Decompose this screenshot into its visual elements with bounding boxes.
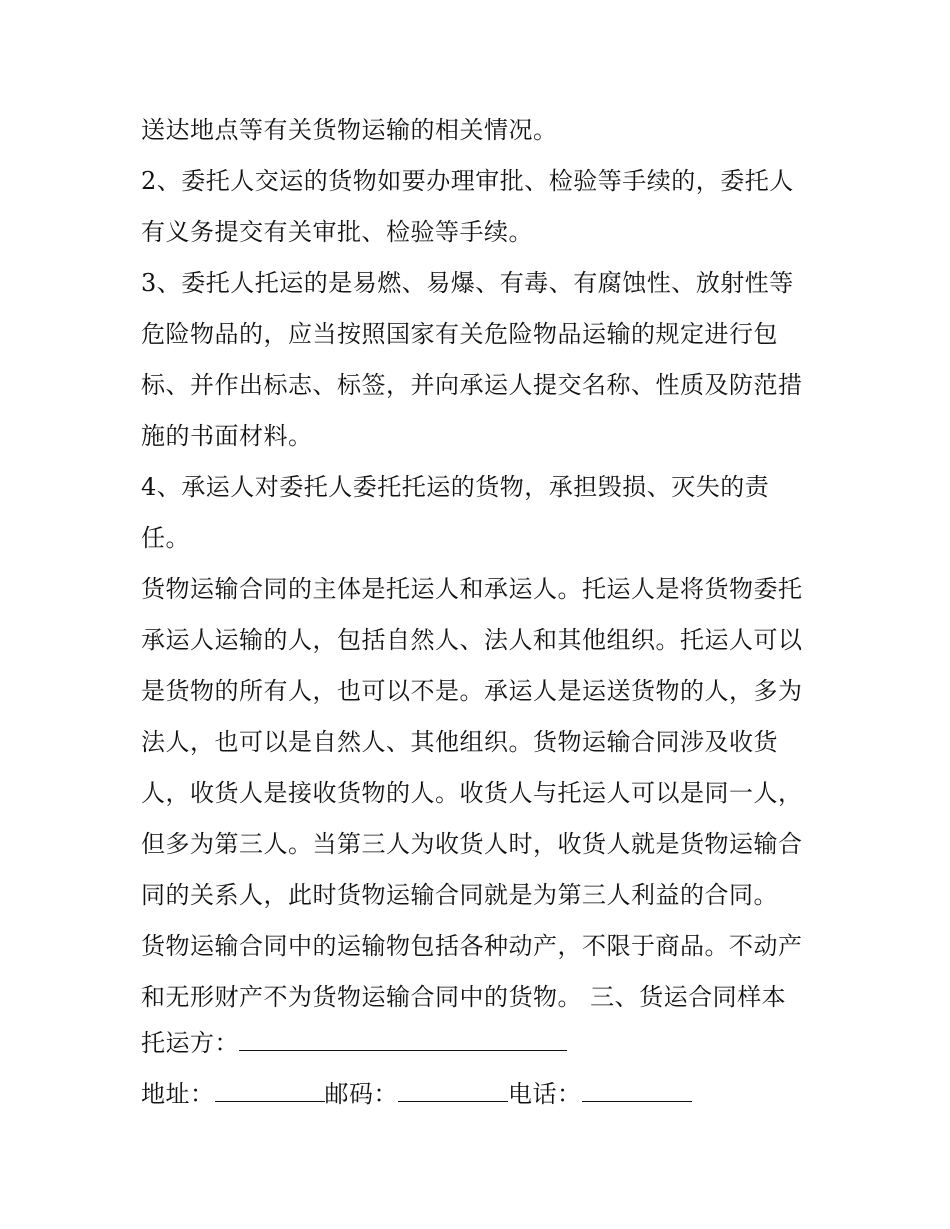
text-line: 但多为第三人。当第三人为收货人时，收货人就是货物运输合 (141, 830, 803, 858)
text-line: 同的关系人，此时货物运输合同就是为第三人利益的合同。 (141, 881, 778, 909)
text-line: 承运人运输的人，包括自然人、法人和其他组织。托运人可以 (141, 626, 803, 654)
text-line: 标、并作出标志、标签，并向承运人提交名称、性质及防范措 (141, 371, 803, 399)
shipper-field (141, 1028, 567, 1058)
text-line: 2、委托人交运的货物如要办理审批、检验等手续的，委托人 (141, 167, 794, 195)
text-line: 任。 (141, 524, 190, 552)
phone-blank[interactable] (582, 1079, 692, 1102)
shipper-label: 托运方： (141, 1029, 239, 1057)
address-label: 地址： (141, 1080, 215, 1108)
text-line: 货物运输合同中的运输物包括各种动产，不限于商品。不动产 (141, 932, 803, 960)
text-line: 是货物的所有人，也可以不是。承运人是运送货物的人，多为 (141, 677, 803, 705)
shipper-blank[interactable] (239, 1028, 567, 1051)
text-line: 货物运输合同的主体是托运人和承运人。托运人是将货物委托 (141, 575, 803, 603)
phone-label: 电话： (508, 1080, 582, 1108)
text-line: 危险物品的，应当按照国家有关危险物品运输的规定进行包 (141, 320, 778, 348)
text-line: 送达地点等有关货物运输的相关情况。 (141, 116, 558, 144)
postcode-label: 邮码： (324, 1080, 398, 1108)
address-blank[interactable] (215, 1079, 325, 1102)
text-line: 4、承运人对委托人委托托运的货物，承担毁损、灭失的责 (141, 473, 770, 501)
contact-fields (141, 1079, 692, 1109)
text-line: 法人，也可以是自然人、其他组织。货物运输合同涉及收货 (141, 728, 778, 756)
text-line: 施的书面材料。 (141, 422, 313, 450)
postcode-blank[interactable] (398, 1079, 508, 1102)
text-line: 有义务提交有关审批、检验等手续。 (141, 218, 533, 246)
text-line: 人，收货人是接收货物的人。收货人与托运人可以是同一人， (141, 779, 803, 807)
text-line: 和无形财产不为货物运输合同中的货物。 三、货运合同样本 (141, 983, 787, 1011)
text-line: 3、委托人托运的是易燃、易爆、有毒、有腐蚀性、放射性等 (141, 269, 794, 297)
